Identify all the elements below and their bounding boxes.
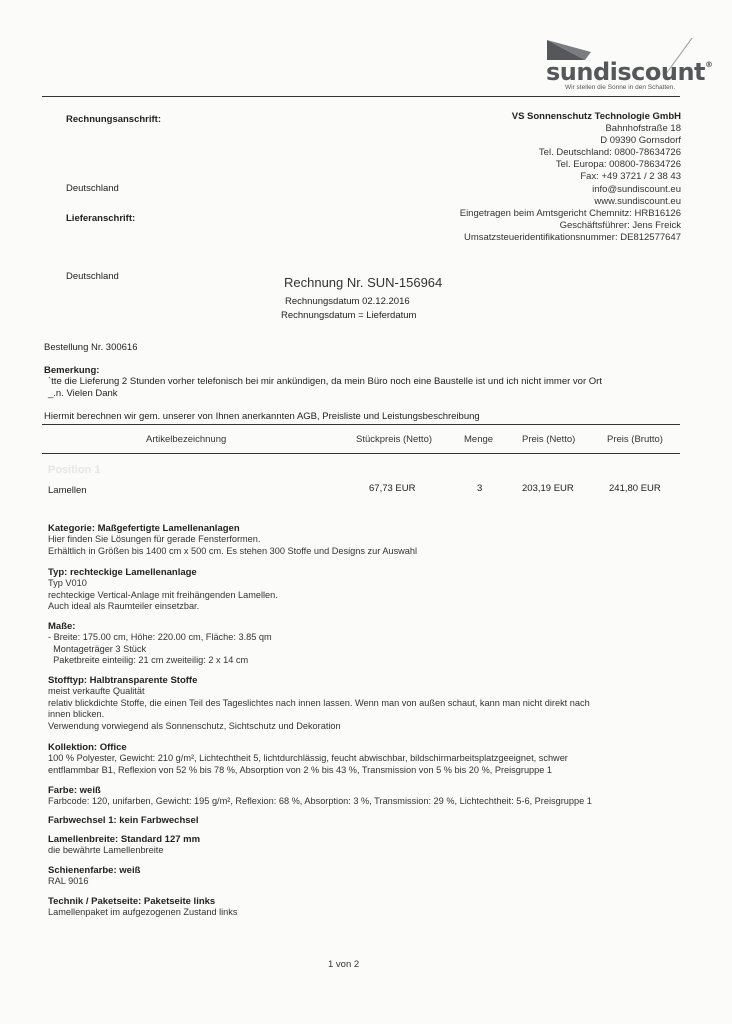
detail-color: Farbe: weiß Farbcode: 120, unifarben, Gewicht: 195 g/m², Reflexion: 68 %, Absorption: 3 %, Transmission: 29 %, Lichtechtheit: 5-6, Preisgruppe 1 (48, 785, 592, 807)
detail-dimensions: Maße: - Breite: 175.00 cm, Höhe: 220.00 cm, Fläche: 3.85 qm Montageträger 3 Stück Paketbreite einteilig: 21 cm zweiteilig: 2 x 14 cm (48, 621, 272, 666)
table-header-divider (42, 453, 680, 454)
row-article: Lamellen (48, 485, 87, 496)
col-header-gross: Preis (Brutto) (607, 434, 663, 445)
sender-line: Bahnhofstraße 18 (605, 123, 681, 135)
shipping-country: Deutschland (66, 271, 119, 282)
sender-line: Umsatzsteueridentifikationsnummer: DE812577647 (463, 231, 681, 243)
detail-rail-color: Schienenfarbe: weiß RAL 9016 (48, 865, 141, 887)
sender-line: Eingetragen beim Amtsgericht Chemnitz: HRB16126 (459, 207, 681, 219)
brand-name: sundiscount® (546, 58, 713, 86)
row-gross: 241,80 EUR (609, 483, 661, 494)
remark-text-1: `tte die Lieferung 2 Stunden vorher telefonisch bei mir ankündigen, da mein Büro noch eine Baustelle ist und ich nicht immer vor Ort (48, 376, 602, 387)
billing-label: Rechnungsanschrift: (66, 114, 162, 125)
brand-logo (543, 38, 713, 98)
sender-line: Tel. Europa: 00800-78634726 (555, 159, 681, 171)
invoice-date-note: Rechnungsdatum = Lieferdatum (281, 310, 417, 321)
order-number: Bestellung Nr. 300616 (44, 342, 138, 353)
detail-technique: Technik / Paketseite: Paketseite links Lamellenpaket im aufgezogenen Zustand links (48, 896, 238, 918)
col-header-unit-price: Stückpreis (Netto) (356, 434, 433, 445)
remark-label: Bemerkung: (44, 365, 100, 376)
terms-text: Hiermit berechnen wir gem. unserer von Ihnen anerkannten AGB, Preisliste und Leistungsbeschreibung (44, 411, 480, 422)
detail-category: Kategorie: Maßgefertigte Lamellenanlagen Hier finden Sie Lösungen für gerade Fensterformen. Erhältlich in Größen bis 1400 cm x 500 cm. Es stehen 300 Stoffe und Designs zur Auswahl (48, 523, 418, 556)
sender-website: www.sundiscount.eu (594, 195, 681, 207)
detail-fabric-type: Stofftyp: Halbtransparente Stoffe meist verkaufte Qualität relativ blickdichte Stoffe, die einen Teil des Tageslichtes nach innen lassen. Wenn man von außen schaut, kann man nicht direkt nach innen blicken. Verwendung vorwiegend als Sonnenschutz, Sichtschutz und Dekoration (48, 675, 590, 731)
row-net: 203,19 EUR (522, 483, 574, 494)
sender-company: VS Sonnenschutz Technologie GmbH (511, 111, 681, 122)
invoice-date: Rechnungsdatum 02.12.2016 (285, 296, 410, 307)
sender-email: info@sundiscount.eu (592, 183, 681, 195)
sender-block (460, 111, 681, 244)
col-header-article: Artikelbezeichnung (146, 434, 227, 445)
invoice-title: Rechnung Nr. SUN-156964 (284, 275, 443, 290)
col-header-net: Preis (Netto) (522, 434, 576, 445)
table-top-divider (42, 424, 680, 425)
detail-color-change: Farbwechsel 1: kein Farbwechsel (48, 815, 199, 826)
position-label: Position 1 (48, 464, 101, 476)
row-qty: 3 (477, 483, 483, 494)
sender-line: D 09390 Gornsdorf (600, 135, 681, 147)
sender-line: Tel. Deutschland: 0800-78634726 (538, 147, 681, 159)
detail-type: Typ: rechteckige Lamellenanlage Typ V010 rechteckige Vertical-Anlage mit freihängenden Lamellen. Auch ideal als Raumteiler einsetzbar. (48, 567, 278, 612)
page-number: 1 von 2 (328, 959, 360, 970)
detail-collection: Kollektion: Office 100 % Polyester, Gewicht: 210 g/m², Lichtechtheit 5, lichtdurchlässig, feucht abwischbar, bildschirmarbeitsplatzgeeignet, schwer entflammbar B1, Reflexion von 52 % bis 78 %, Absorption von 2 % bis 43 %, Transmission von 5 % bis 20 %, Preisgruppe 1 (48, 742, 568, 775)
sender-line: Fax: +49 3721 / 2 38 43 (580, 171, 681, 183)
header-divider (42, 96, 680, 97)
sender-line: Geschäftsführer: Jens Freick (559, 219, 681, 231)
col-header-qty: Menge (464, 434, 494, 445)
row-unit-price: 67,73 EUR (369, 483, 416, 494)
brand-tagline: Wir stellen die Sonne in den Schatten. (565, 84, 676, 91)
remark-text-2: _.n. Vielen Dank (48, 388, 118, 399)
shipping-label: Lieferanschrift: (66, 213, 136, 224)
detail-slat-width: Lamellenbreite: Standard 127 mm die bewährte Lamellenbreite (48, 834, 201, 856)
billing-country: Deutschland (66, 183, 119, 194)
